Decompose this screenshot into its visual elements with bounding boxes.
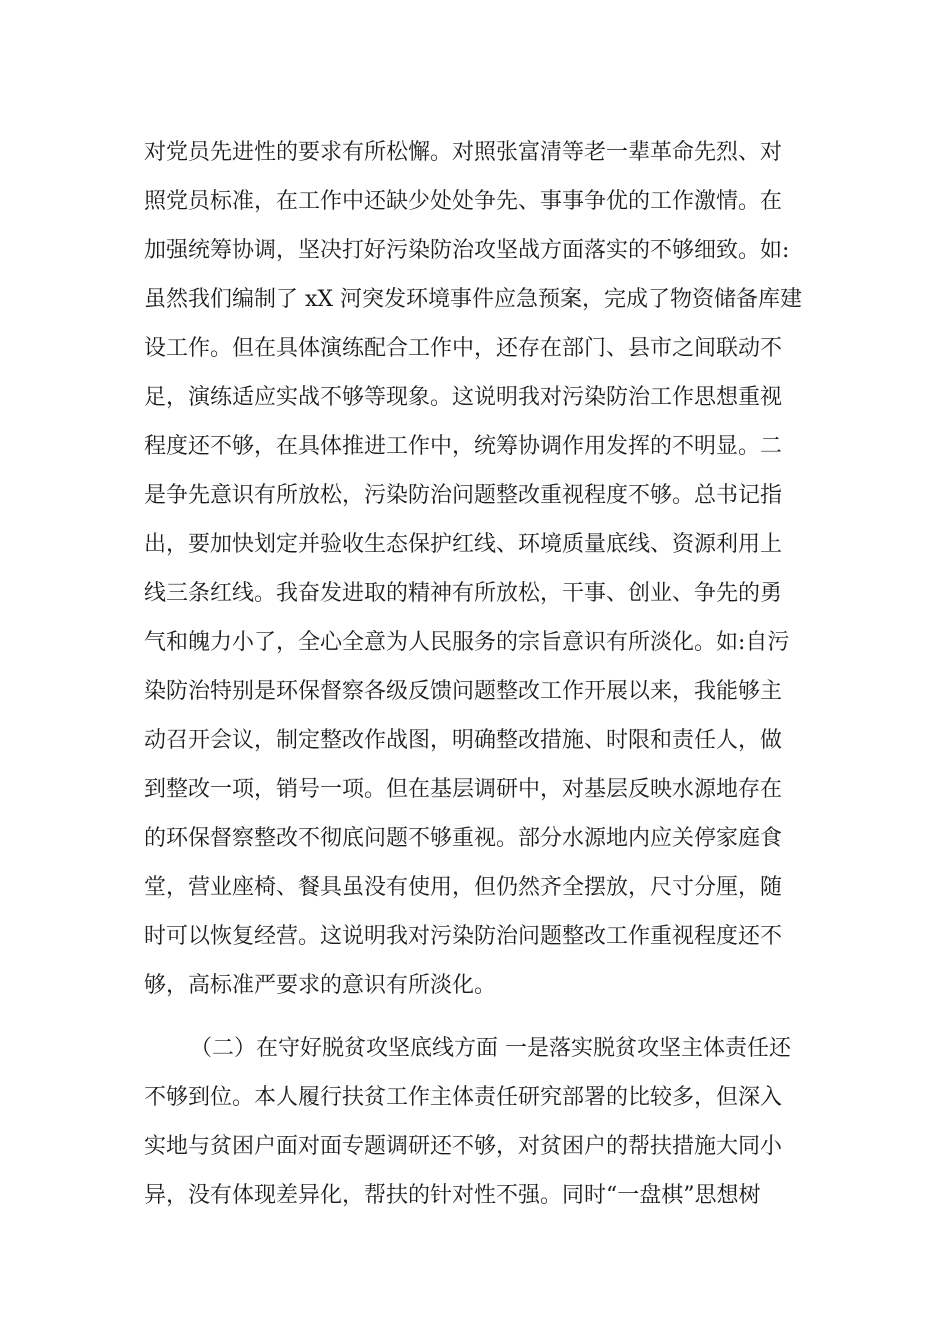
- text-line: 出，要加快划定并验收生态保护红线、环境质量底线、资源利用上: [144, 532, 783, 557]
- text-line: 照党员标准，在工作中还缺少处处争先、事事争优的工作激情。在: [144, 189, 783, 214]
- text-line: 实地与贫困户面对面专题调研还不够，对贫困户的帮扶措施大同小: [144, 1134, 783, 1159]
- text-line: 对党员先进性的要求有所松懈。对照张富清等老一辈革命先烈、对: [144, 140, 783, 165]
- text-line: 设工作。但在具体演练配合工作中，还存在部门、县市之间联动不: [144, 336, 783, 361]
- text-line: 动召开会议，制定整改作战图，明确整改措施、时限和责任人，做: [144, 728, 783, 753]
- text-line: 到整改一项，销号一项。但在基层调研中，对基层反映水源地存在: [144, 777, 783, 802]
- text-line: 程度还不够，在具体推进工作中，统筹协调作用发挥的不明显。二: [144, 434, 783, 459]
- text-line: 是争先意识有所放松，污染防治问题整改重视程度不够。总书记指: [144, 483, 783, 508]
- text-line: 时可以恢复经营。这说明我对污染防治问题整改工作重视程度还不: [144, 924, 783, 949]
- text-line: 够，高标准严要求的意识有所淡化。: [144, 973, 497, 998]
- text-line: 气和魄力小了，全心全意为人民服务的宗旨意识有所淡化。如:自污: [144, 630, 790, 655]
- text-line: 堂，营业座椅、餐具虽没有使用，但仍然齐全摆放，尺寸分厘，随: [144, 875, 783, 900]
- text-line: 线三条红线。我奋发进取的精神有所放松，干事、创业、争先的勇: [144, 581, 783, 606]
- text-line: 异，没有体现差异化，帮扶的针对性不强。同时“一盘棋”思想树: [144, 1183, 761, 1208]
- text-line: 加强统筹协调，坚决打好污染防治攻坚战方面落实的不够细致。如:: [144, 238, 790, 263]
- text-line: 足，演练适应实战不够等现象。这说明我对污染防治工作思想重视: [144, 385, 783, 410]
- text-line: 的环保督察整改不彻底问题不够重视。部分水源地内应关停家庭食: [144, 826, 783, 851]
- text-line: 不够到位。本人履行扶贫工作主体责任研究部署的比较多，但深入: [144, 1085, 783, 1110]
- text-line: 染防治特别是环保督察各级反馈问题整改工作开展以来，我能够主: [144, 679, 783, 704]
- text-line: 虽然我们编制了 xX 河突发环境事件应急预案，完成了物资储备库建: [144, 287, 803, 312]
- section-heading-line: （二）在守好脱贫攻坚底线方面 一是落实脱贫攻坚主体责任还: [190, 1036, 791, 1061]
